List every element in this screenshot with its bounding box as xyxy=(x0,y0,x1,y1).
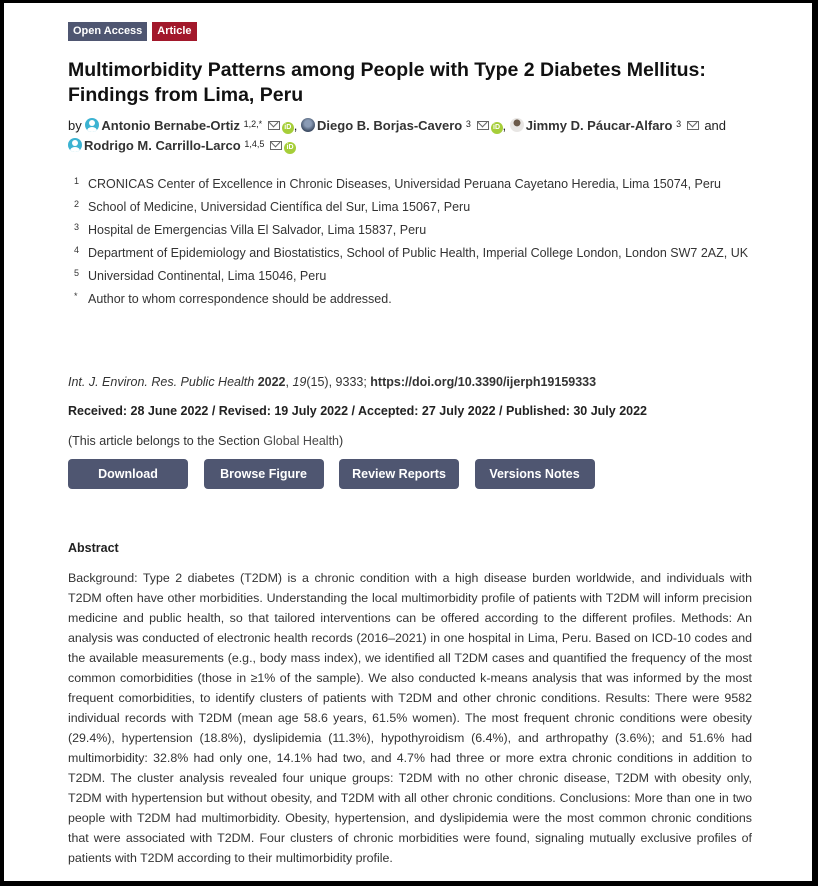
author-photo-avatar xyxy=(301,118,315,132)
and-label: and xyxy=(704,118,727,133)
journal-name: Int. J. Environ. Res. Public Health xyxy=(68,375,255,389)
versions-notes-button[interactable]: Versions Notes xyxy=(475,459,595,489)
affiliation-item xyxy=(74,244,756,263)
email-icon[interactable] xyxy=(268,121,280,130)
user-avatar-icon xyxy=(68,138,82,152)
email-icon[interactable] xyxy=(477,121,489,130)
badges xyxy=(68,22,197,41)
affiliation-text: Universidad Continental, Lima 15046, Peru xyxy=(88,269,327,283)
section-link[interactable]: Global Health xyxy=(263,434,339,448)
separator-comma: , xyxy=(502,118,507,133)
open-access-badge: Open Access xyxy=(68,22,147,41)
email-icon[interactable] xyxy=(687,121,699,130)
doi-link[interactable]: https://doi.org/10.3390/ijerph19159333 xyxy=(370,375,597,389)
separator-comma: , xyxy=(293,118,298,133)
citation-issue-pages: (15), 9333; xyxy=(306,375,371,389)
author-photo-avatar xyxy=(510,118,524,132)
affiliation-number: 5 xyxy=(74,268,80,278)
author-name-link[interactable]: Jimmy D. Páucar-Alfaro xyxy=(525,118,673,133)
affiliation-text: School of Medicine, Universidad Científica del Sur, Lima 15067, Peru xyxy=(88,200,471,214)
abstract-heading: Abstract xyxy=(68,541,119,555)
download-button[interactable]: Download xyxy=(68,459,188,489)
section-prefix: (This article belongs to the Section xyxy=(68,434,264,448)
author-name-link[interactable]: Diego B. Borjas-Cavero xyxy=(317,118,463,133)
author-name-link[interactable]: Rodrigo M. Carrillo-Larco xyxy=(84,138,241,153)
affiliation-number: 2 xyxy=(74,199,80,209)
orcid-icon[interactable]: iD xyxy=(282,122,294,134)
correspondence-note xyxy=(74,290,756,309)
affiliation-number: 3 xyxy=(74,222,80,232)
affiliation-text: Author to whom correspondence should be addressed. xyxy=(88,292,392,306)
affiliation-text: Department of Epidemiology and Biostatistics, School of Public Health, Imperial College London, London SW7 2AZ, UK xyxy=(88,246,749,260)
by-label: by xyxy=(68,118,82,133)
citation-year: 2022 xyxy=(257,375,286,389)
affiliation-number: 1 xyxy=(74,176,80,186)
affiliation-item xyxy=(74,267,756,286)
action-buttons xyxy=(68,459,610,489)
affiliation-text: Hospital de Emergencias Villa El Salvador, Lima 15837, Peru xyxy=(88,223,427,237)
author-list xyxy=(68,116,756,156)
article-page xyxy=(4,3,812,881)
citation-line xyxy=(68,375,596,389)
email-icon[interactable] xyxy=(270,141,282,150)
affiliation-text: CRONICAS Center of Excellence in Chronic Diseases, Universidad Peruana Cayetano Heredia, Lima 15074, Peru xyxy=(88,177,721,191)
author-affiliation-sup: 1,4,5 xyxy=(244,139,265,149)
author-name-link[interactable]: Antonio Bernabe-Ortiz xyxy=(101,118,241,133)
orcid-icon[interactable]: iD xyxy=(491,122,503,134)
section-note xyxy=(68,434,343,448)
affiliation-item xyxy=(74,175,756,194)
review-reports-button[interactable]: Review Reports xyxy=(339,459,459,489)
affiliation-number: * xyxy=(74,291,78,301)
abstract-text: Background: Type 2 diabetes (T2DM) is a chronic condition with a high disease burden worldwide, and individuals with T2DM often have other morbidities. Understanding the local multimorbidity profile of patients with T2DM will inform precision medicine and public health, so that tailored interventions can be offered according to the different profiles. Methods: An analysis was conducted of electronic health records (2016–2021) in one hospital in Lima, Peru. Based on ICD-10 codes and the available measurements (e.g., body mass index), we identified all T2DM cases and quantified the frequency of the most common comorbidities (those in ≥1% of the sample). We also conducted k-means analysis that was informed by the most frequent comorbidities, to identify clusters of patients with T2DM and other chronic conditions. Results: There were 9582 individual records with T2DM (mean age 58.6 years, 61.5% women). The most frequent chronic conditions were obesity (29.4%), hypertension (18.8%), dyslipidemia (11.3%), hypothyroidism (6.4%), and arthropathy (3.6%); and 51.6% had multimorbidity: 32.8% had only one, 14.1% had two, and 4.7% had three or more extra chronic conditions in addition to T2DM. The cluster analysis revealed four unique groups: T2DM with no other chronic disease, T2DM with obesity only, T2DM with hypertension but without obesity, and T2DM with all other chronic conditions. Conclusions: More than one in two people with T2DM had multimorbidity. Obesity, hypertension, and dyslipidemia were the most common chronic conditions that were associated with T2DM. Four clusters of chronic morbidities were found, signaling mutually exclusive profiles of patients with T2DM according to their multimorbidity profile. xyxy=(68,571,752,865)
section-suffix: ) xyxy=(339,434,344,448)
affiliation-item xyxy=(74,221,756,240)
article-type-badge: Article xyxy=(152,22,196,41)
citation-volume: 19 xyxy=(292,375,307,389)
citation-sep: , xyxy=(285,375,293,389)
affiliation-item xyxy=(74,198,756,217)
article-title: Multimorbidity Patterns among People with Type 2 Diabetes Mellitus: Findings from Lima, Peru xyxy=(68,59,706,106)
user-avatar-icon xyxy=(85,118,99,132)
affiliations-list xyxy=(74,175,756,313)
author-affiliation-sup: 3 xyxy=(465,119,471,129)
publication-dates: Received: 28 June 2022 / Revised: 19 July 2022 / Accepted: 27 July 2022 / Published: 30 July 2022 xyxy=(68,404,648,418)
author-affiliation-sup: 3 xyxy=(676,119,682,129)
affiliation-number: 4 xyxy=(74,245,80,255)
browse-figure-button[interactable]: Browse Figure xyxy=(204,459,324,489)
orcid-icon[interactable]: iD xyxy=(284,142,296,154)
author-affiliation-sup: 1,2,* xyxy=(243,119,263,129)
